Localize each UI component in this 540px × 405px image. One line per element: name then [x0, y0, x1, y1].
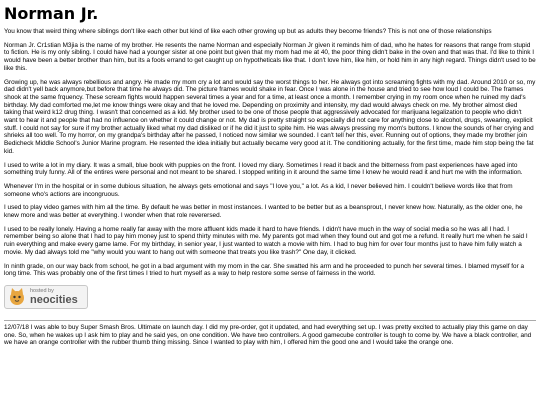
neocities-badge-link[interactable]	[4, 285, 88, 309]
hosted-by-label: hosted by	[30, 287, 54, 294]
paragraph-smash-post: 12/07/18 I was able to buy Super Smash Bros. Ultimate on launch day. I did my pre-order, got it updated, and had everything set up. I was pretty excited to actually play this game on day one. So, when he wakes up I ask him to play and he said yes, on one condition. We have two controllers. A good gamecube controller is tough to come by. We have a black controller, and we have an orange controller with the rubber thumb thing missing. Since I wanted to play with him, I offered him the good one and I would take the orange one.	[4, 323, 532, 347]
neocities-cat-icon	[8, 288, 26, 306]
paragraph-growing-up: Growing up, he was always rebellious and angry. He made my mom cry a lot and would say the worst things to her. He always got into screaming fights with my dad. Around 2010 or so, my dad didn't yell back anymore,but before that time he always did. The picture frames would shake in fear. Once I was alone in the house and tried to see how loud I could be. The frames shook at the same frquency. These scream fights would happen several times a year and for a time, at least once a month. I remember crying in my room once when he ruined my dad's birthday. My dad comforted me,let me know things were okay and that he loved me. Depending on proximity and intensity, my dad would always check on me. My brother almost died taking that weird k12 drug thing. I wasn't that concerned as a kid. My brother used to be one of those people that aggressively advocated for marijuana legalization to people who didn't want to hear it and people that had no influence on whether it could change or not. My dad is pretty straight so especially did not care for anything close to alcohol, drugs, swearing, explicit stuff. I could not say for sure if my brother actually liked what my dad disliked or if he did it just to spite him. He was always pressing my mom's buttons. I know the sounds of her crying and shrieks all too well. To my horror, on my grandpa's birthday after he passed, I noticed now similar we sounded. I can't tell her this, ever. Running out of options, they made my brother join Bedicheck Middle School's Junior Marine program. He resented the idea initially but actually became very good at it. The conditioning actually, for the first time, made him stop being the fat kid.	[4, 78, 536, 155]
section-divider	[4, 320, 536, 321]
neocities-label: neocities	[30, 293, 78, 306]
page-content	[4, 4, 536, 353]
paragraph-video-games: I used to play video games with him all the time. By default he was better in most instances. I wanted to be better but as a beansprout, I never knew how. Naturally, as the older one, he knew more and was better at everything. I wonder when that role reverersed.	[4, 204, 523, 220]
paragraph-intro: You know that weird thing where siblings don't like each other but kind of like each other growing up but as adults they become friends? This is not one of those relationships	[4, 28, 492, 35]
paragraph-ninth-grade: In ninth grade, on our way back from school, he got in a bad argument with my mom in the car. She swatted his arm and he proceeded to punch her several times. I blamed myself for a long time. This was probably one of the first times I tried to hurt myself as a way to help restore some sense of fairness in the world.	[4, 262, 525, 278]
paragraph-hospital: Whenever I'm in the hospital or in some dubious situation, he always gets emotional and says "I love you," a lot. As a kid, I never believed him. I couldn't believe words like that from someone who's actions are incongruous.	[4, 182, 513, 198]
paragraph-name: Norman Jr. Cr1stian M3jia is the name of my brother. He resents the name Norman and especially Norman Jr given it reminds him of dad, who he hates for reasons that range from stupid to fiction. He is my only sibling. I could have had a younger sister at one point but given that my mom had me at 40, the poor thing didn't bake in the oven and that was that. I'd like to think I would have been a better brother than him, but its a fools errand to get caught up on hypotheticals like that. I don't love him, like him, or hold him in any high regard. Things didn't used to be like this.	[4, 41, 536, 72]
page-title: Norman Jr.	[4, 4, 99, 23]
paragraph-lonely: I used to be really lonely. Having a home really far away with the more affluent kids made it hard to have friends. I didn't have much in the way of social media so he was all I had. I remember being so alone that I had to pay him money just to spend thirty minutes with me. My parents got mad when they found out and got me a refund. It really hurt me when he said I ruin everything and make every game lame. For my birthday, in senior year, I just wanted to watch a movie with him. I had to bug him for over four months just to have him fully watch a movie. My dad always told me "why would you want to hang out with someone that treats you like trash?" One day, it clicked.	[4, 225, 528, 256]
paragraph-diary: I used to write a lot in my diary. It was a small, blue book with puppies on the front. I loved my diary. Sometimes I read it back and the bitterness from past experiences have aged into something truly funny. All of the entires were personal and not meant to be shared. I stopped writing in it around the same time I knew he would read it and hurt me with the information.	[4, 161, 523, 177]
